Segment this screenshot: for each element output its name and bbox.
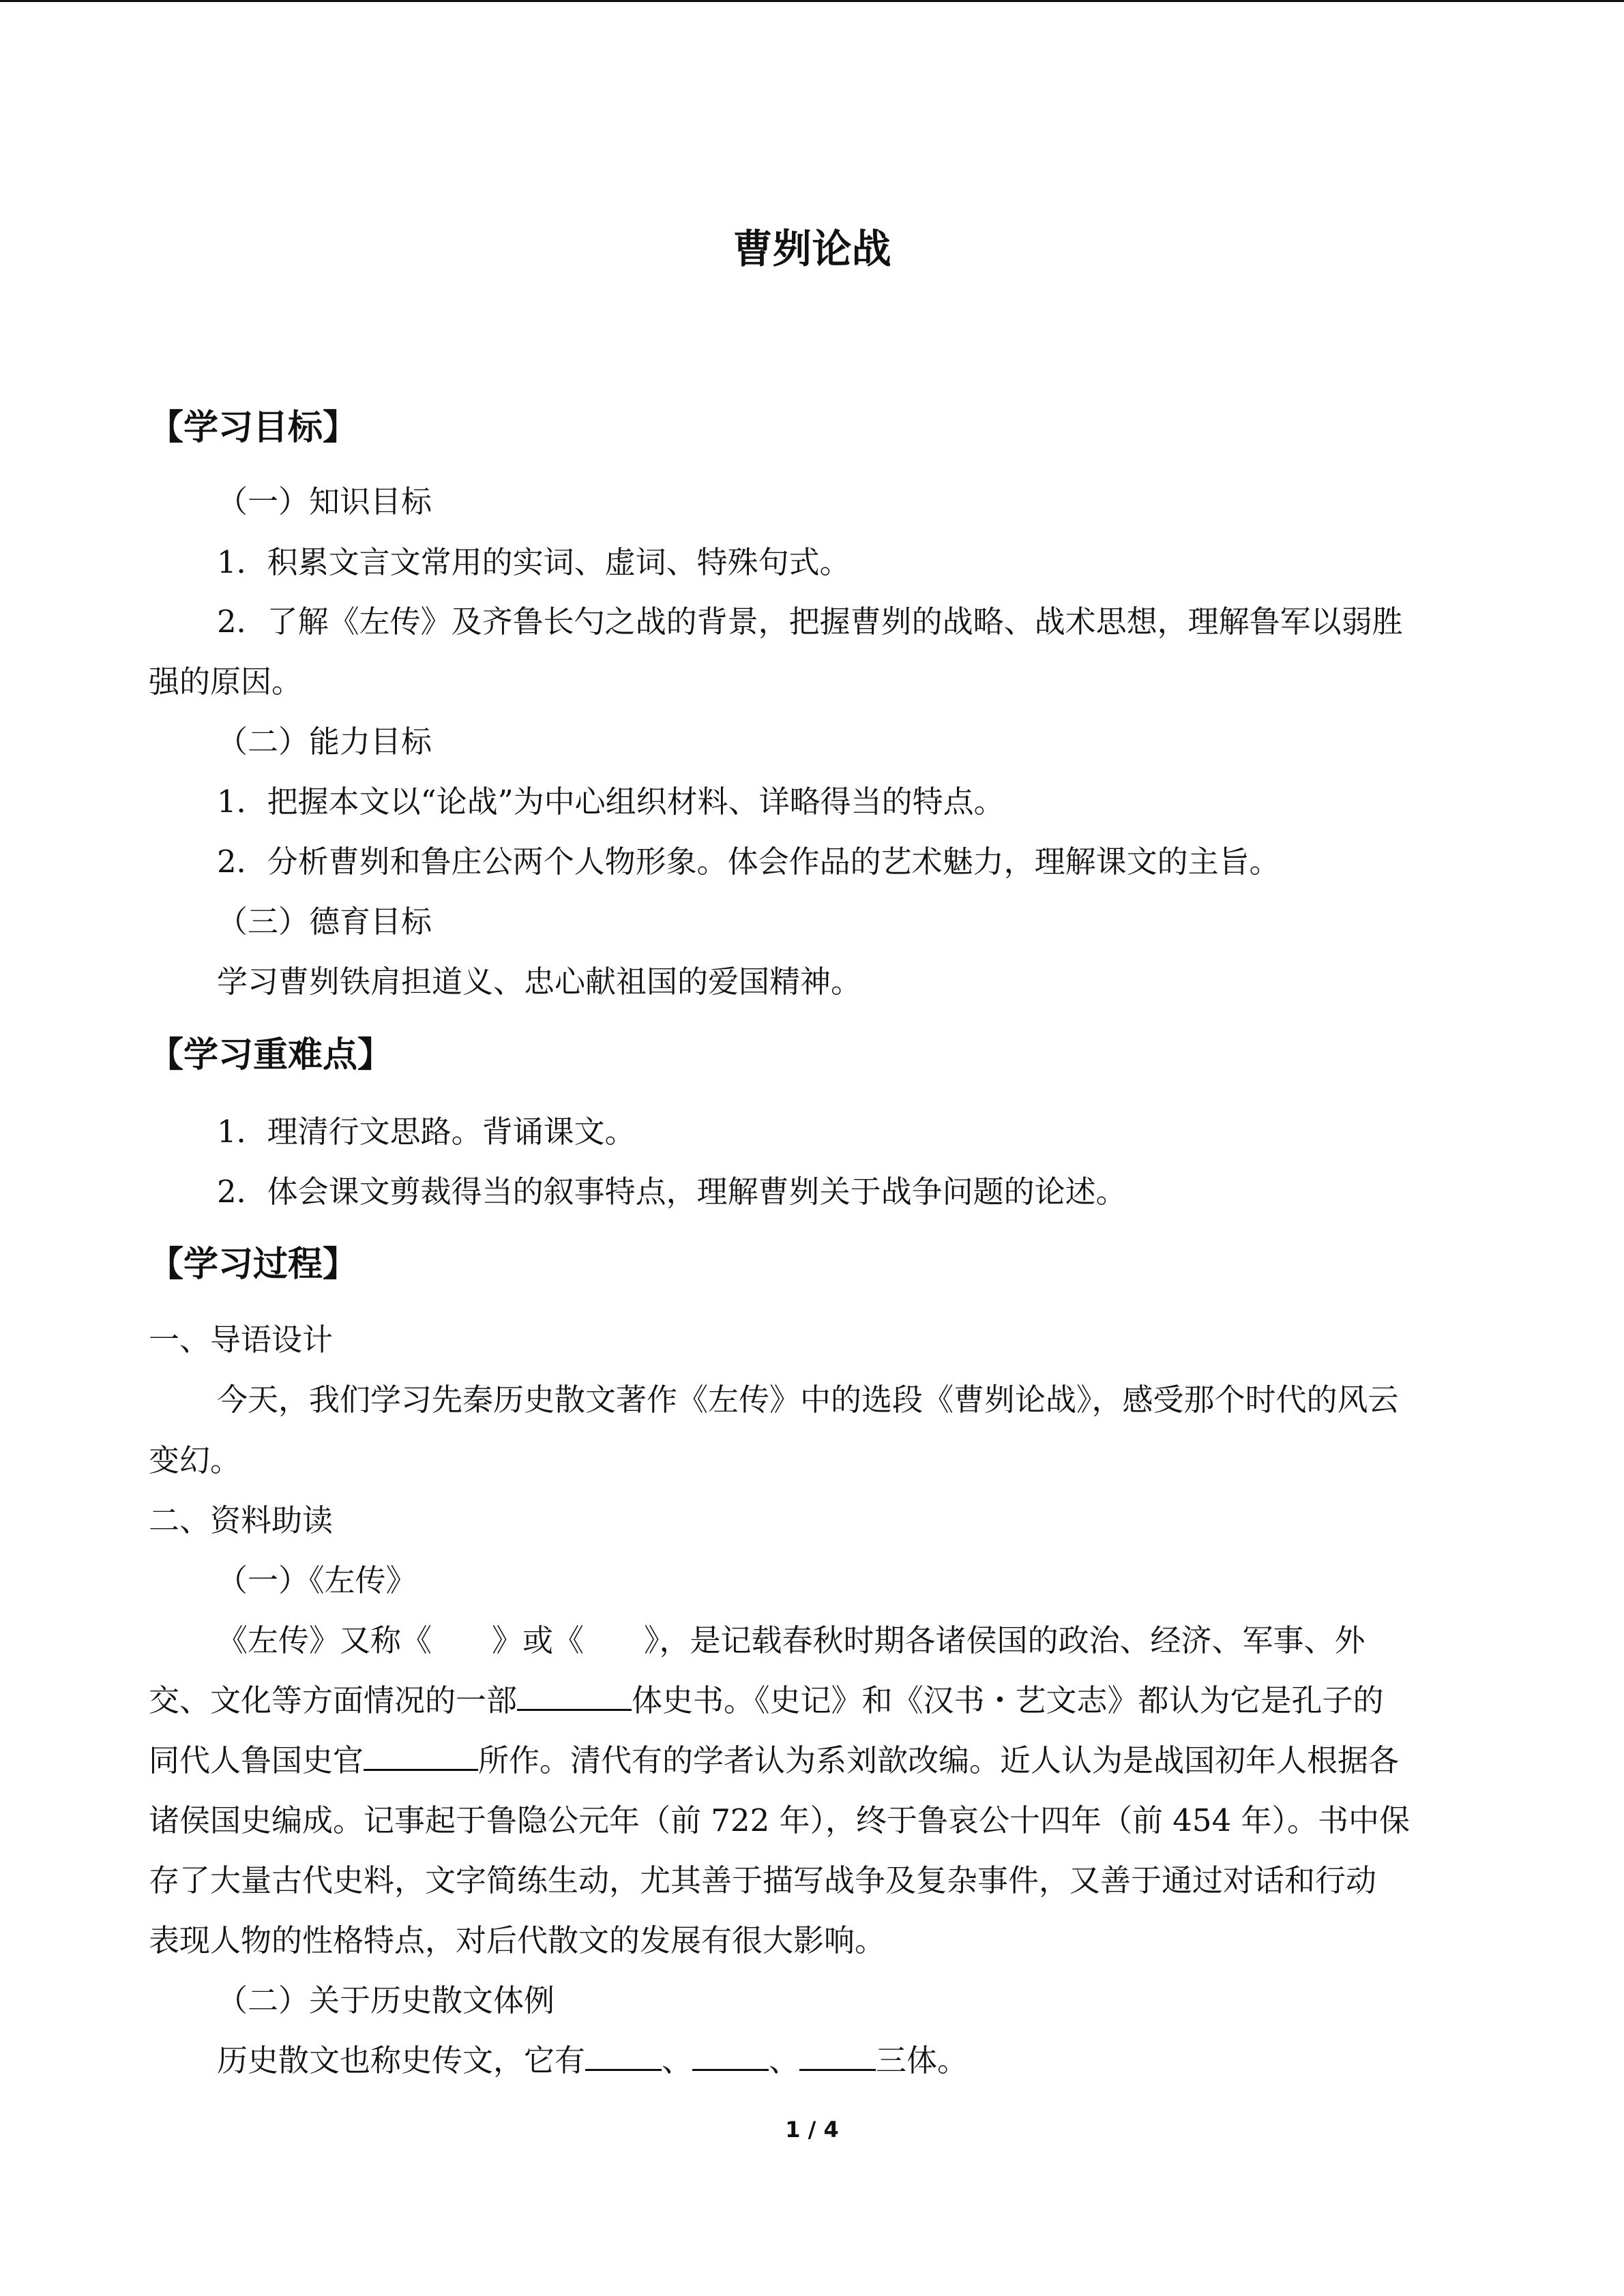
part2-label: 二、资料助读	[149, 1502, 334, 1538]
zuozhuan-line-1-a: 《左传》又称《	[217, 1622, 432, 1658]
history-prose-line	[217, 2040, 968, 2081]
key-point-2: 2．体会课文剪裁得当的叙事特点，理解曹刿关于战争问题的论述。	[217, 1174, 1127, 1210]
intro-paragraph: 今天，我们学习先秦历史散文著作《左传》中的选段《曹刿论战》，感受那个时代的风云	[217, 1382, 1399, 1418]
style-blank-1[interactable]	[585, 2068, 662, 2071]
zuozhuan-line-2	[149, 1680, 1384, 1721]
knowledge-item-2: 2．了解《左传》及齐鲁长勺之战的背景，把握曹刿的战略、战术思想，理解鲁军以弱胜	[217, 603, 1403, 640]
heading-key-points: 【学习重难点】	[149, 1035, 393, 1075]
heading-learning-objectives: 【学习目标】	[149, 408, 358, 448]
zuozhuan-line-1-b: 》或《	[492, 1622, 585, 1658]
page-number: 1 / 4	[785, 2117, 839, 2143]
style-blank-3[interactable]	[799, 2068, 876, 2071]
zuozhuan-line-6: 表现人物的性格特点，对后代散文的发展有很大影响。	[149, 1922, 886, 1958]
ability-item-2: 2．分析曹刿和鲁庄公两个人物形象。体会作品的艺术魅力，理解课文的主旨。	[217, 844, 1280, 880]
key-point-1: 1．理清行文思路。背诵课文。	[217, 1114, 636, 1150]
history-sep-1: 、	[662, 2042, 693, 2078]
ability-objective-label: （二）能力目标	[217, 724, 432, 760]
zuozhuan-line-3-b: 所作。清代有的学者认为系刘歆改编。近人认为是战国初年人根据各	[478, 1742, 1400, 1778]
zuozhuan-line-1-c: 》，是记载春秋时期各诸侯国的政治、经济、军事、外	[644, 1622, 1365, 1658]
history-line-a: 历史散文也称史传文，它有	[217, 2042, 586, 2078]
zuozhuan-label: （一）《左传》	[217, 1562, 417, 1598]
zuozhuan-line-1	[217, 1620, 1365, 1661]
heading-learning-process: 【学习过程】	[149, 1244, 358, 1285]
moral-item-1: 学习曹刿铁肩担道义、忠心献祖国的爱国精神。	[217, 964, 862, 1000]
knowledge-item-2-cont: 强的原因。	[149, 664, 303, 700]
knowledge-objective-label: （一）知识目标	[217, 483, 432, 520]
history-sep-2: 、	[769, 2042, 800, 2078]
style-blank-2[interactable]	[692, 2068, 769, 2071]
zuozhuan-line-5: 存了大量古代史料，文字简练生动，尤其善于描写战争及复杂事件，又善于通过对话和行动	[149, 1862, 1377, 1898]
history-prose-label: （二）关于历史散文体例	[217, 1982, 555, 2018]
page-title: 曹刿论战	[733, 226, 891, 272]
genre-blank[interactable]	[517, 1708, 632, 1711]
knowledge-item-1: 1．积累文言文常用的实词、虚词、特殊句式。	[217, 544, 851, 580]
zuozhuan-line-2-a: 交、文化等方面情况的一部	[149, 1682, 518, 1718]
top-border	[0, 0, 1624, 2]
zuozhuan-line-3-a: 同代人鲁国史官	[149, 1742, 364, 1778]
ability-item-1: 1．把握本文以“论战”为中心组织材料、详略得当的特点。	[217, 784, 1005, 820]
zuozhuan-line-3	[149, 1740, 1399, 1781]
zuozhuan-line-4: 诸侯国史编成。记事起于鲁隐公元年（前 722 年），终于鲁哀公十四年（前 454 年）。书中保	[149, 1802, 1411, 1838]
zuozhuan-line-2-b: 体史书。《史记》和《汉书・艺文志》都认为它是孔子的	[632, 1682, 1384, 1718]
intro-paragraph-cont: 变幻。	[149, 1442, 241, 1478]
history-line-end: 三体。	[876, 2042, 969, 2078]
part1-label: 一、导语设计	[149, 1322, 334, 1358]
author-blank[interactable]	[364, 1768, 478, 1771]
moral-objective-label: （三）德育目标	[217, 904, 432, 940]
